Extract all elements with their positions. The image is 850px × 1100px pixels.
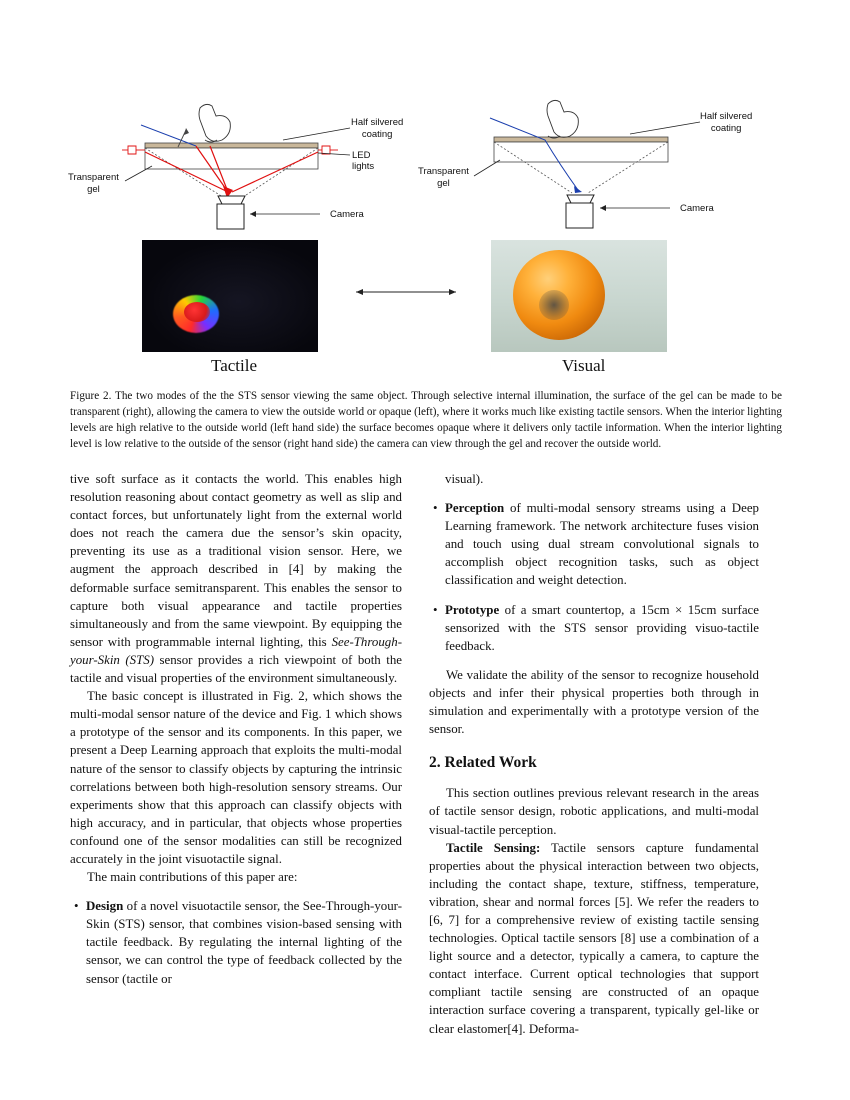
contribution-list-left [70, 897, 402, 987]
left-diagram [0, 0, 350, 229]
perception-term: Perception [445, 501, 505, 516]
half-silvered-coating-left [145, 143, 318, 148]
camera-body-right [566, 203, 593, 228]
prototype-term: Prototype [445, 602, 500, 617]
gel-block-left [145, 148, 318, 169]
section-heading: 2. Related Work [429, 754, 537, 772]
perception-text: of multi-modal sensory streams using a Deep Learning framework. The network architecture fuses vision and touch using dual stream convolutional signals to accomplish object recognition tasks, such as object classification and weight detection. [445, 501, 759, 588]
design-term: Design [86, 899, 124, 914]
transparent-gel-label-left: Transparent gel [68, 172, 119, 195]
right-diagram [474, 100, 700, 228]
finger-icon-right [547, 100, 578, 137]
prototype-text: of a smart countertop, a 15cm × 15cm surface sensorized with the STS sensor providing visuo-tactile feedback. [445, 602, 759, 653]
visual-image [491, 240, 667, 352]
intro-text-b: sensor provides a rich viewpoint of both the tactile and visual properties of the environment simultaneously. [70, 652, 402, 686]
tactile-sensing-term: Tactile Sensing: [446, 840, 541, 855]
contribution-list-right [429, 499, 759, 655]
paragraph-tactile-sensing [429, 839, 759, 1038]
right-column [429, 470, 759, 1038]
figure-2 [0, 0, 850, 385]
tactile-imprint-core [184, 302, 210, 322]
half-silvered-label-left: Half silvered coating [351, 117, 404, 140]
camera-body-left [217, 204, 244, 229]
left-column [70, 470, 402, 988]
led-lights-label: LED lights [352, 150, 375, 172]
figure-caption: Figure 2. The two modes of the the STS sensor viewing the same object. Through selective internal illumination, the surface of the gel can be made to be transparent (right), allowing the camera to view the outside world or opaque (left), where it works much like existing tactile sensors. When the interior lighting levels are high relative to the outside world (left hand side) the surface becomes opaque where it delivers only tactile information. When the interior lighting level is low relative to the outside of the sensor (right hand side) the camera can view through the gel and recover the outside world. [70, 390, 782, 450]
tactile-image [142, 240, 318, 352]
list-item-design [70, 897, 402, 987]
transparent-gel-label-right: Transparent gel [418, 166, 469, 189]
led-icon-left [122, 146, 145, 154]
camera-label-left: Camera [330, 209, 364, 220]
bullet-continuation: visual). [445, 472, 484, 486]
intro-text-a: tive soft surface as it contacts the world. This enables high resolution reasoning about contact geometry as well as slip and contact forces, but unfortunately light from the external world does not reach the camera due the sensor’s skin opacity, preventing its use as a traditional vision sensor. Here, we augment the approach described in [4] by making the deformable surface semitransparent. This enables the sensor to capture both visual appearance and tactile properties simultaneously and from the same viewpoint. By equipping the sensor with programmable internal lighting, this [70, 472, 402, 649]
sensor-diagram [0, 0, 850, 385]
half-silvered-label-right: Half silvered coating [700, 111, 753, 134]
tactile-label: Tactile [211, 356, 258, 375]
orange-shadow [539, 290, 569, 320]
paragraph-outline: This section outlines previous relevant research in the areas of tactile sensor design, robotic applications, and multi-modal visual-tactile perception. [429, 786, 759, 837]
half-silvered-coating-right [494, 137, 668, 142]
list-item-perception [429, 499, 759, 589]
visual-label: Visual [562, 356, 606, 375]
sts-name: See-Through-your-Skin (STS) [70, 634, 402, 667]
double-arrow-icon [356, 289, 456, 295]
camera-label-right: Camera [680, 203, 714, 214]
gel-block-right [494, 142, 668, 162]
tactile-sensing-text: Tactile sensors capture fundamental properties about the physical interaction between two objects, including the contact shape, texture, stiffness, temperature, vibration, shear and normal forces [5]. We refer the readers to [6, 7] for a comprehensive review of existing tactile sensing technologies. Optical tactile sensors [8] use a combination of a light source and a detector, typically a camera, to capture the contact interface. Current optical technologies that support compliant tactile sensing are constructed of an opaque interaction surface covering a transparent, typically gel-like or clear elastomer[4]. Deforma- [429, 840, 759, 1036]
paragraph-concept: The basic concept is illustrated in Fig. 2, which shows the multi-modal sensor nature of the device and Fig. 1 which shows a prototype of the sensor and its components. In this paper, we present a Deep Learning approach that exploits the multi-modal nature of the sensor to classify objects by capturing the intrinsic correlations between both high-resolution sensory streams. Our experiments show that this approach can classify objects with high accuracy, and in particular, that objects whose properties confound one of the sensor modalities can still be recognized accurately in the joint visuotactile signal. [70, 689, 402, 866]
paragraph-validate: We validate the ability of the sensor to recognize household objects and infer their physical properties both through in simulation and experimentally with a prototype version of the sensor. [429, 667, 759, 737]
paragraph-intro [70, 470, 402, 687]
paragraph-contributions: The main contributions of this paper are: [87, 870, 298, 885]
design-text: of a novel visuotactile sensor, the See-Through-your-Skin (STS) sensor, that combines vision-based sensing with tactile feedback. By regulating the internal lighting of the sensor, we can control the type of feedback collected by the sensor (tactile or [86, 899, 402, 986]
list-item-prototype [429, 601, 759, 655]
finger-icon-left [199, 104, 230, 141]
